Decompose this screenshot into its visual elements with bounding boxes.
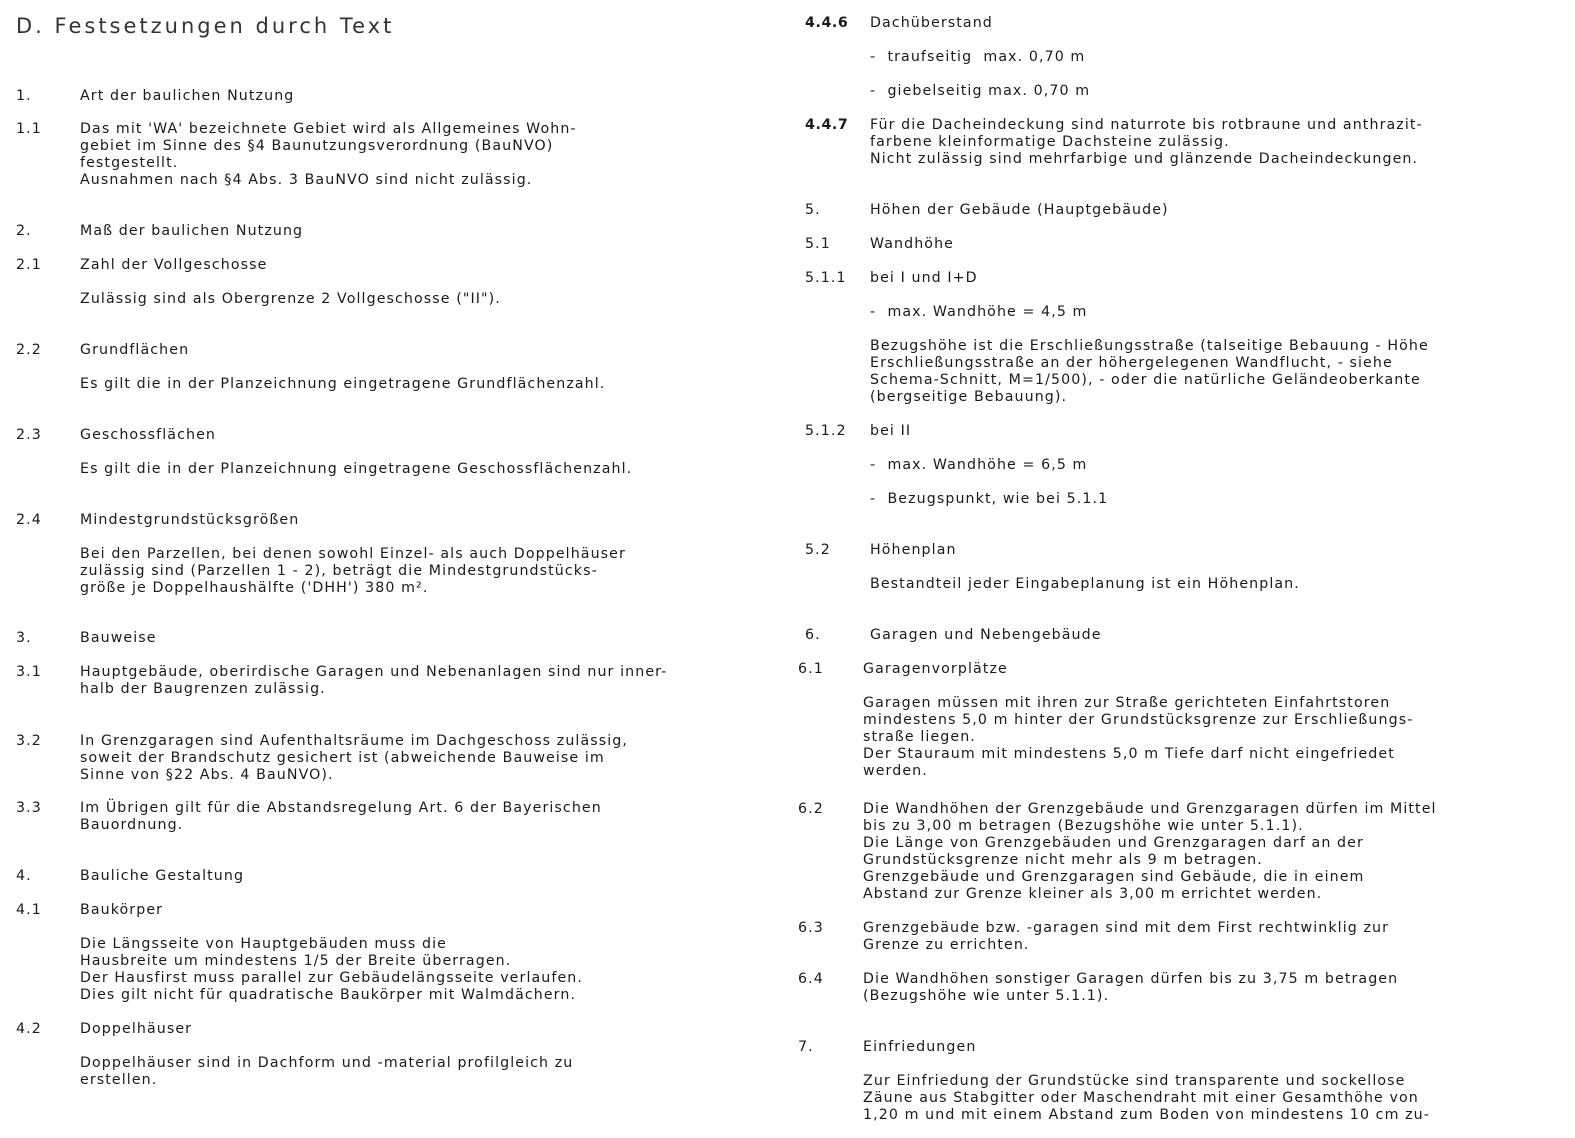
section-number: 4. xyxy=(16,868,32,884)
section-heading: Wandhöhe xyxy=(870,236,955,252)
section-heading: Grundflächen xyxy=(80,342,190,358)
section-text: - max. Wandhöhe = 6,5 m xyxy=(870,457,1088,473)
section-number: 1.1 xyxy=(16,121,42,137)
section-number: 4.1 xyxy=(16,902,42,918)
section-text: - traufseitig max. 0,70 m xyxy=(870,49,1086,65)
section-heading: Einfriedungen xyxy=(863,1039,977,1055)
section-number: 3. xyxy=(16,630,32,646)
section-number: 4.2 xyxy=(16,1021,42,1037)
section-text: Es gilt die in der Planzeichnung eingetragene Geschossflächenzahl. xyxy=(80,461,633,477)
section-number: 2.3 xyxy=(16,427,42,443)
section-text: Bestandteil jeder Eingabeplanung ist ein Höhenplan. xyxy=(870,576,1300,592)
section-text: - giebelseitig max. 0,70 m xyxy=(870,83,1091,99)
section-heading: Die Wandhöhen der Grenzgebäude und Grenzgaragen dürfen im Mittel bis zu 3,00 m betragen (Bezugshöhe wie unter 5.1.1). Die Länge von Grenzgebäuden und Grenzgaragen darf an der Grundstücksgrenze nicht mehr als 9 m betragen. Grenzgebäude und Grenzgaragen sind Gebäude, die in einem Abstand zur Grenze kleiner als 3,00 m errichtet werden. xyxy=(863,801,1437,902)
section-text: - max. Wandhöhe = 4,5 m xyxy=(870,304,1088,320)
section-heading: Art der baulichen Nutzung xyxy=(80,88,295,104)
section-text: - Bezugspunkt, wie bei 5.1.1 xyxy=(870,491,1109,507)
section-number: 3.1 xyxy=(16,664,42,680)
section-heading: Bauweise xyxy=(80,630,157,646)
section-text: Bezugshöhe ist die Erschließungsstraße (talseitige Bebauung - Höhe Erschließungsstraße an der höhergelegenen Wandflucht, - siehe Schema-Schnitt, M=1/500), - oder die natürliche Geländeoberkante (bergseitige Bebauung). xyxy=(870,338,1429,405)
section-heading: Garagen und Nebengebäude xyxy=(870,627,1102,643)
section-number: 3.3 xyxy=(16,800,42,816)
page-title: D. Festsetzungen durch Text xyxy=(16,14,395,38)
section-number: 2.1 xyxy=(16,257,42,273)
section-heading: bei II xyxy=(870,423,912,439)
section-text: Zur Einfriedung der Grundstücke sind transparente und sockellose Zäune aus Stabgitter oder Maschendraht mit einer Gesamthöhe von 1,20 m und mit einem Abstand zum Boden von mindestens 10 cm zu- xyxy=(863,1073,1430,1123)
section-number: 5.1 xyxy=(805,236,831,252)
section-text: Es gilt die in der Planzeichnung eingetragene Grundflächenzahl. xyxy=(80,376,606,392)
section-heading: Die Wandhöhen sonstiger Garagen dürfen bis zu 3,75 m betragen (Bezugshöhe wie unter 5.1.1). xyxy=(863,971,1399,1004)
section-number: 1. xyxy=(16,88,32,104)
section-heading: Höhenplan xyxy=(870,542,957,558)
section-number: 5.2 xyxy=(805,542,831,558)
section-number: 2.2 xyxy=(16,342,42,358)
section-heading: Für die Dacheindeckung sind naturrote bis rotbraune und anthrazit- farbene kleinformatige Dachsteine zulässig. Nicht zulässig sind mehrfarbige und glänzende Dacheindeckungen. xyxy=(870,117,1423,167)
section-heading: Grenzgebäude bzw. -garagen sind mit dem First rechtwinklig zur Grenze zu errichten. xyxy=(863,920,1390,953)
section-heading: Höhen der Gebäude (Hauptgebäude) xyxy=(870,202,1169,218)
section-text: Die Längsseite von Hauptgebäuden muss die Hausbreite um mindestens 1/5 der Breite überragen. Der Hausfirst muss parallel zur Gebäudelängsseite verlaufen. Dies gilt nicht für quadratische Baukörper mit Walmdächern. xyxy=(80,936,583,1003)
section-number: 6.1 xyxy=(798,661,824,677)
section-number: 5.1.1 xyxy=(805,270,847,286)
section-number: 7. xyxy=(798,1039,814,1055)
section-heading: Geschossflächen xyxy=(80,427,217,443)
section-heading: bei I und I+D xyxy=(870,270,978,286)
section-text: Zulässig sind als Obergrenze 2 Vollgeschosse ("II"). xyxy=(80,291,501,307)
section-heading: Doppelhäuser xyxy=(80,1021,193,1037)
section-number: 4.4.7 xyxy=(805,117,849,133)
section-heading: Mindestgrundstücksgrößen xyxy=(80,512,300,528)
section-number: 3.2 xyxy=(16,733,42,749)
section-heading: Hauptgebäude, oberirdische Garagen und Nebenanlagen sind nur inner- halb der Baugrenzen zulässig. xyxy=(80,664,668,697)
section-number: 2.4 xyxy=(16,512,42,528)
section-number: 5.1.2 xyxy=(805,423,847,439)
section-text: Doppelhäuser sind in Dachform und -material profilgleich zu erstellen. xyxy=(80,1055,574,1088)
section-heading: Bauliche Gestaltung xyxy=(80,868,245,884)
section-number: 6. xyxy=(805,627,821,643)
section-number: 6.3 xyxy=(798,920,824,936)
section-heading: In Grenzgaragen sind Aufenthaltsräume im Dachgeschoss zulässig, soweit der Brandschutz gesichert ist (abweichende Bauweise im Sinne von §22 Abs. 4 BauNVO). xyxy=(80,733,628,783)
section-text: Garagen müssen mit ihren zur Straße gerichteten Einfahrtstoren mindestens 5,0 m hinter der Grundstücksgrenze zur Erschließungs- straße liegen. Der Stauraum mit mindestens 5,0 m Tiefe darf nicht eingefriedet werden. xyxy=(863,695,1414,779)
section-heading: Garagenvorplätze xyxy=(863,661,1008,677)
section-number: 6.2 xyxy=(798,801,824,817)
section-heading: Maß der baulichen Nutzung xyxy=(80,223,304,239)
section-text: Bei den Parzellen, bei denen sowohl Einzel- als auch Doppelhäuser zulässig sind (Parzellen 1 - 2), beträgt die Mindestgrundstücks- größe je Doppelhaushälfte ('DHH') 380 m². xyxy=(80,546,626,596)
section-heading: Baukörper xyxy=(80,902,164,918)
section-heading: Im Übrigen gilt für die Abstandsregelung Art. 6 der Bayerischen Bauordnung. xyxy=(80,800,602,833)
section-number: 6.4 xyxy=(798,971,824,987)
section-heading: Dachüberstand xyxy=(870,15,993,31)
section-number: 2. xyxy=(16,223,32,239)
section-heading: Das mit 'WA' bezeichnete Gebiet wird als Allgemeines Wohn- gebiet im Sinne des §4 Baunutzungsverordnung (BauNVO) festgestellt. Ausnahmen nach §4 Abs. 3 BauNVO sind nicht zulässig. xyxy=(80,121,577,188)
section-number: 5. xyxy=(805,202,821,218)
section-number: 4.4.6 xyxy=(805,15,849,31)
section-heading: Zahl der Vollgeschosse xyxy=(80,257,268,273)
